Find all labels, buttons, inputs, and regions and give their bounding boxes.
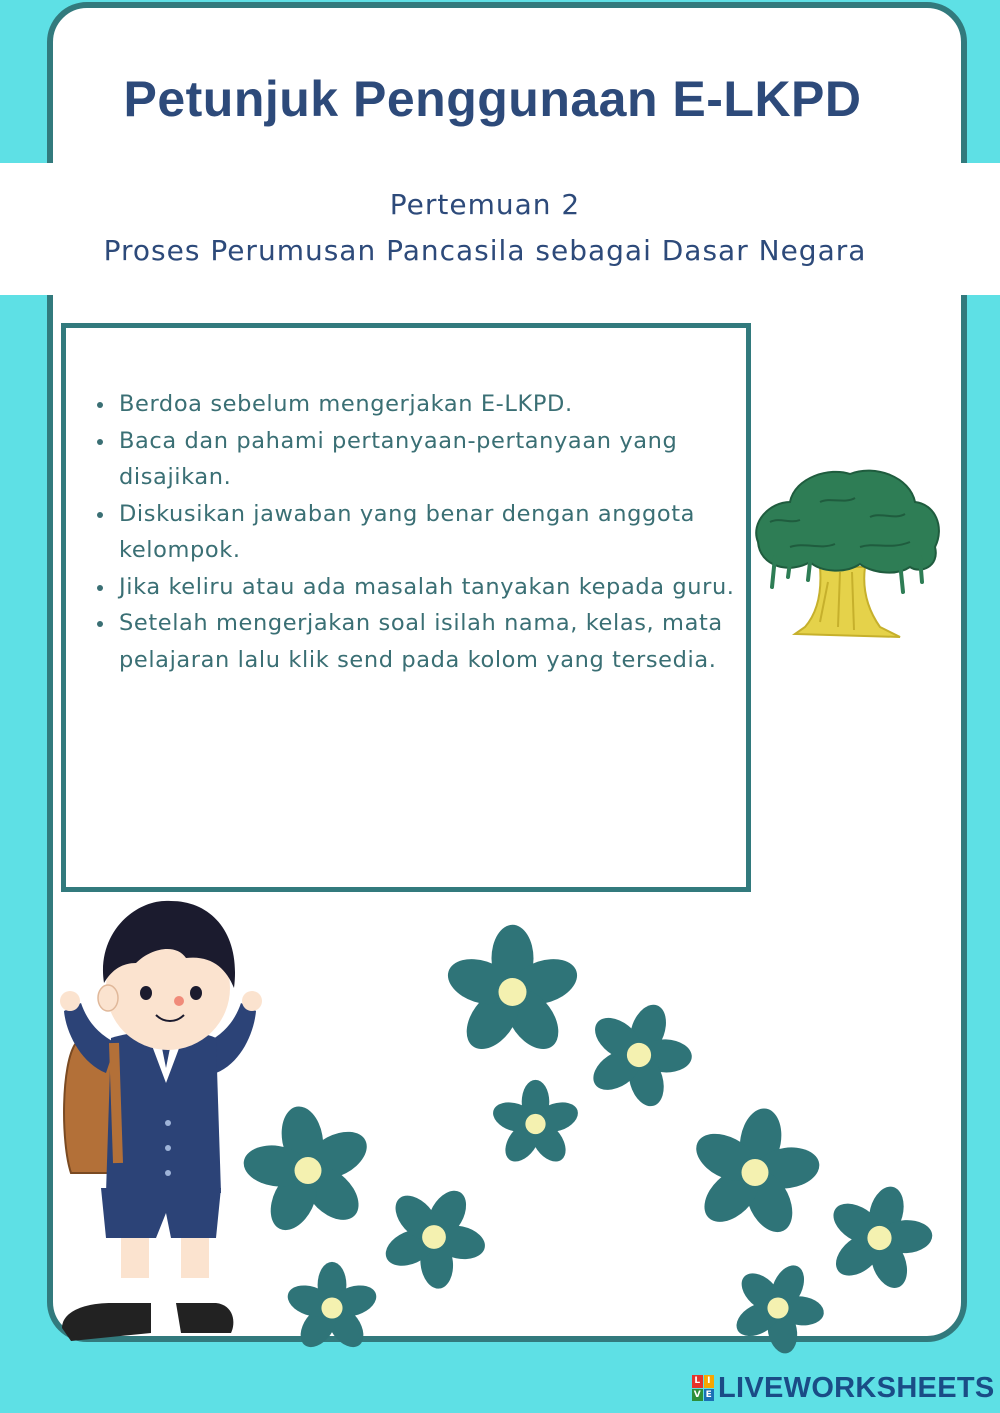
flower-icon [728,1260,828,1356]
flower-icon [282,1260,382,1356]
liveworksheets-logo[interactable] [692,1372,995,1404]
brand-name: LIVEWORKSHEETS [718,1371,995,1404]
instructions-list [95,386,735,678]
subtitle-band [0,163,1000,295]
page-title: Petunjuk Penggunaan E-LKPD [123,71,862,127]
flower-icon [378,1183,490,1291]
flower-icon [238,1103,378,1238]
flower-icon [685,1105,825,1240]
banyan-tree-icon [750,462,945,642]
list-item: Jika keliru atau ada masalah tanyakan kepada guru. [95,569,735,606]
list-item: Berdoa sebelum mengerjakan E-LKPD. [95,386,735,423]
flower-icon [488,1078,583,1170]
brand-icon: L I V E [692,1375,714,1401]
meeting-label: Pertemuan 2 [389,188,581,221]
flower-icon [440,922,585,1062]
flower-icon [580,1000,698,1110]
flower-icon [822,1183,937,1293]
list-item: Setelah mengerjakan soal isilah nama, kelas, mata pelajaran lalu klik send pada kolom yang tersedia. [95,605,735,678]
list-item: Diskusikan jawaban yang benar dengan anggota kelompok. [95,496,735,569]
list-item: Baca dan pahami pertanyaan-pertanyaan yang disajikan. [95,423,735,496]
topic-label: Proses Perumusan Pancasila sebagai Dasar Negara [103,234,867,267]
